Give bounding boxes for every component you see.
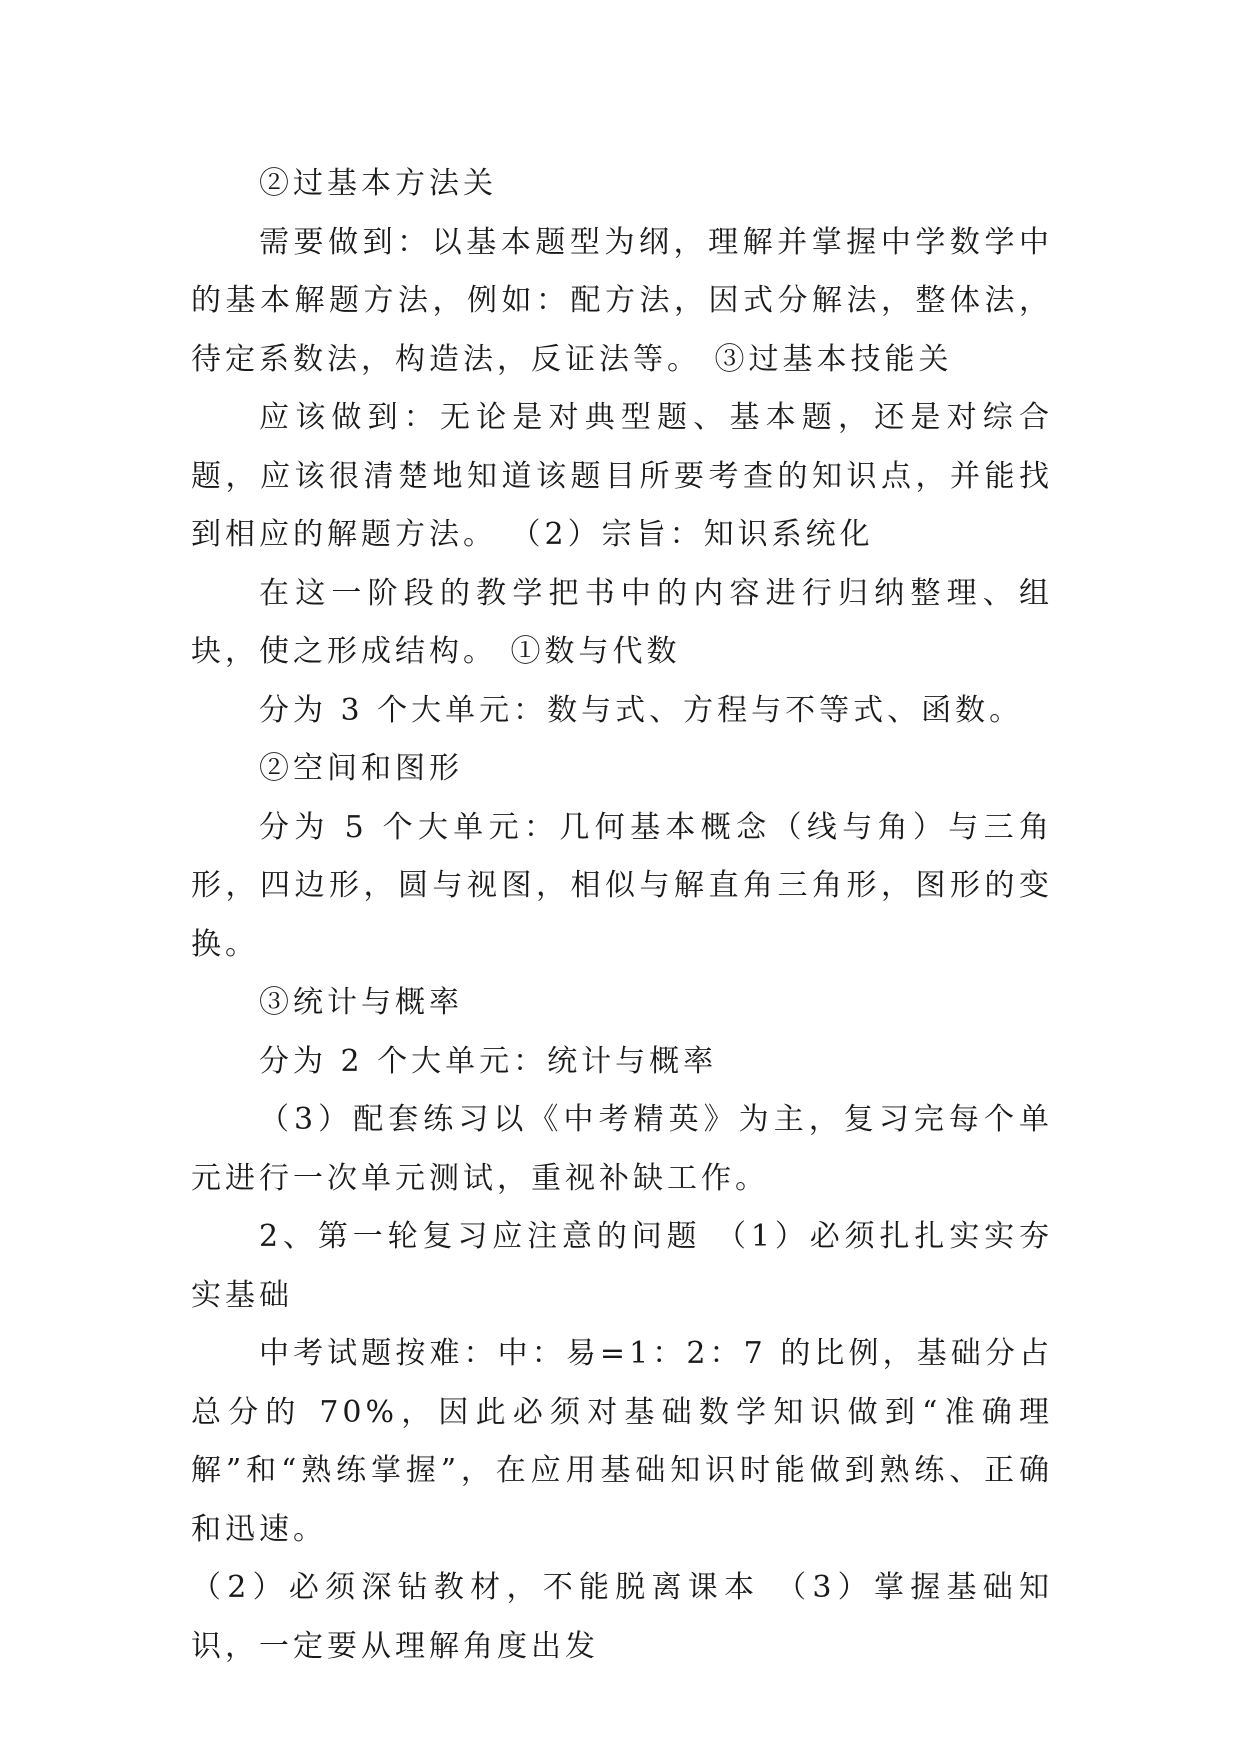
paragraph-method-requirements: 需要做到：以基本题型为纲，理解并掌握中学数学中的基本解题方法，例如：配方法，因式分解法，整体法，待定系数法，构造法，反证法等。 ③过基本技能关 xyxy=(191,224,1053,377)
paragraph-space-geometry-units: 分为 5 个大单元：几何基本概念（线与角）与三角形，四边形，圆与视图，相似与解直角三角形，图形的变换。 xyxy=(191,809,1053,962)
paragraph-skill-requirements: 应该做到：无论是对典型题、基本题，还是对综合题，应该很清楚地知道该题目所要考查的知识点，并能找到相应的解题方法。 （2）宗旨：知识系统化 xyxy=(191,400,1053,552)
paragraph-number-algebra-units: 分为 3 个大单元：数与式、方程与不等式、函数。 xyxy=(259,692,1024,728)
paragraph-first-round-issues: 2、第一轮复习应注意的问题 （1）必须扎扎实实夯实基础 xyxy=(191,1219,1053,1313)
paragraph-practice-materials: （3）配套练习以《中考精英》为主，复习完每个单元进行一次单元测试，重视补缺工作。 xyxy=(191,1102,1053,1196)
paragraph-space-geometry-heading: ②空间和图形 xyxy=(259,751,463,786)
paragraph-textbook-understanding: （2）必须深钻教材，不能脱离课本 （3）掌握基础知识，一定要从理解角度出发 xyxy=(191,1570,1053,1664)
document-body xyxy=(191,155,1053,1676)
paragraph-statistics-units: 分为 2 个大单元：统计与概率 xyxy=(259,1043,718,1079)
paragraph-statistics-heading: ③统计与概率 xyxy=(259,985,463,1020)
paragraph-basic-method: ②过基本方法关 xyxy=(259,166,497,201)
paragraph-exam-ratio: 中考试题按难：中：易=1：2：7 的比例，基础分占总分的 70%，因此必须对基础数学知识做到“准确理解”和“熟练掌握”，在应用基础知识时能做到熟练、正确和迅速。 xyxy=(191,1336,1053,1547)
paragraph-systematization: 在这一阶段的教学把书中的内容进行归纳整理、组块，使之形成结构。 ①数与代数 xyxy=(191,575,1053,669)
